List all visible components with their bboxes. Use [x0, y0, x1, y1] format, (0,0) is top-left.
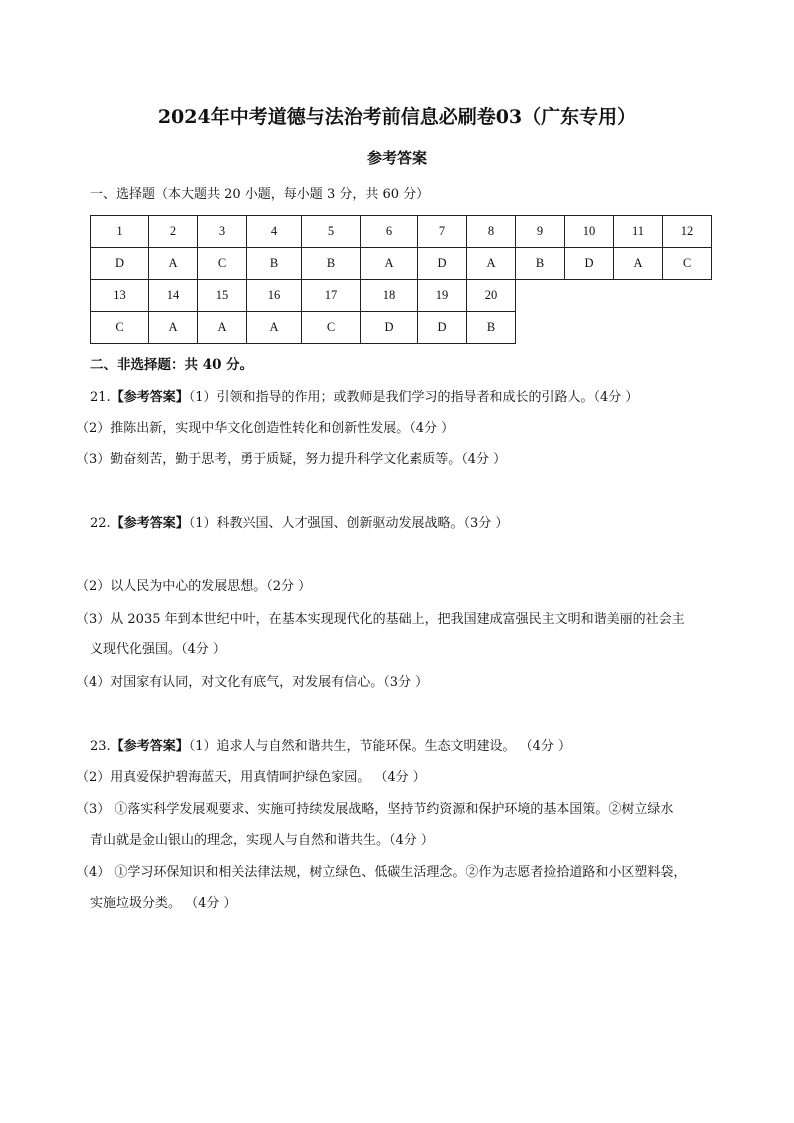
answer-cell: A — [198, 312, 247, 344]
question-number-cell: 19 — [418, 280, 467, 312]
q22-number: 22. — [90, 516, 111, 531]
answer-cell: A — [149, 312, 198, 344]
q23-line-3: （3） ①落实科学发展观要求、实施可持续发展战略，坚持节约资源和保护环境的基本国策。②树立绿水 — [76, 802, 674, 817]
section2-heading: 二、非选择题：共 40 分。 — [90, 357, 254, 373]
question-number-cell: 13 — [91, 280, 149, 312]
answer-cell: C — [198, 248, 247, 280]
answer-cell: D — [361, 312, 418, 344]
q21-line-3: （3）勤奋刻苦，勤于思考，勇于质疑，努力提升科学文化素质等。（4分 ） — [76, 452, 507, 467]
q21-answer-label: 【参考答案】 — [110, 390, 189, 405]
question-number-cell: 10 — [565, 216, 614, 248]
q23-line-1 — [90, 735, 740, 754]
answer-cell: C — [663, 248, 712, 280]
q23-answer-label: 【参考答案】 — [110, 739, 189, 754]
answer-cell: A — [149, 248, 198, 280]
question-number-cell: 8 — [467, 216, 516, 248]
question-number-cell: 17 — [302, 280, 361, 312]
q22-line-5: （4）对国家有认同，对文化有底气，对发展有信心。（3分 ） — [76, 675, 429, 690]
question-number-cell: 9 — [516, 216, 565, 248]
table-empty-area — [516, 280, 712, 312]
question-number-cell: 5 — [302, 216, 361, 248]
question-number-cell: 11 — [614, 216, 663, 248]
q22-line-1 — [90, 512, 740, 531]
q21-line-1 — [90, 386, 740, 405]
answer-cell: D — [565, 248, 614, 280]
answer-cell: B — [247, 248, 302, 280]
question-number-cell: 20 — [467, 280, 516, 312]
answer-cell: B — [302, 248, 361, 280]
question-number-cell: 7 — [418, 216, 467, 248]
q23-line-4: 青山就是金山银山的理念，实现人与自然和谐共生。（4分 ） — [90, 833, 434, 848]
question-number-cell: 12 — [663, 216, 712, 248]
page-subtitle: 参考答案 — [366, 149, 427, 167]
answer-cell: D — [91, 248, 149, 280]
answer-cell: A — [247, 312, 302, 344]
answer-table-number-row — [91, 280, 712, 312]
q22-line-2: （2）以人民为中心的发展思想。（2分 ） — [76, 579, 312, 594]
answer-table-number-row — [91, 216, 712, 248]
question-number-cell: 6 — [361, 216, 418, 248]
q22-line-4: 义现代化强国。（4分 ） — [90, 642, 226, 657]
q21-number: 21. — [90, 390, 111, 405]
q23-answer-text: （1）追求人与自然和谐共生，节能环保。生态文明建设。 （4分 ） — [188, 739, 572, 754]
question-number-cell: 18 — [361, 280, 418, 312]
answer-cell: B — [516, 248, 565, 280]
answer-cell: B — [467, 312, 516, 344]
answer-cell: D — [418, 248, 467, 280]
answer-table-answer-row — [91, 248, 712, 280]
section1-heading: 一、选择题（本大题共 20 小题，每小题 3 分，共 60 分） — [90, 187, 430, 202]
answer-cell: C — [302, 312, 361, 344]
question-number-cell: 16 — [247, 280, 302, 312]
q23-line-6: 实施垃圾分类。 （4分 ） — [90, 896, 237, 911]
answer-cell: A — [614, 248, 663, 280]
q23-number: 23. — [90, 739, 111, 754]
q21-line-2: （2）推陈出新，实现中华文化创造性转化和创新性发展。（4分 ） — [76, 421, 455, 436]
table-empty-area — [516, 312, 712, 344]
q22-line-3: （3）从 2035 年到本世纪中叶，在基本实现现代化的基础上，把我国建成富强民主文明和谐美丽的社会主 — [76, 612, 685, 627]
q22-answer-text: （1）科教兴国、人才强国、创新驱动发展战略。（3分 ） — [188, 516, 509, 531]
q23-line-5: （4） ①学习环保知识和相关法律法规，树立绿色、低碳生活理念。②作为志愿者捡拾道路和小区塑料袋， — [76, 865, 687, 880]
q23-line-2: （2）用真爱保护碧海蓝天，用真情呵护绿色家园。 （4分 ） — [76, 770, 426, 785]
answer-table-answer-row — [91, 312, 712, 344]
question-number-cell: 3 — [198, 216, 247, 248]
page-title: 2024年中考道德与法治考前信息必刷卷03（广东专用） — [157, 106, 637, 128]
q21-answer-text: （1）引领和指导的作用；或教师是我们学习的指导者和成长的引路人。（4分 ） — [188, 390, 639, 405]
question-number-cell: 2 — [149, 216, 198, 248]
question-number-cell: 14 — [149, 280, 198, 312]
q22-answer-label: 【参考答案】 — [110, 516, 189, 531]
question-number-cell: 1 — [91, 216, 149, 248]
answer-cell: C — [91, 312, 149, 344]
answer-cell: A — [467, 248, 516, 280]
answer-table — [90, 215, 712, 344]
question-number-cell: 15 — [198, 280, 247, 312]
answer-cell: D — [418, 312, 467, 344]
answer-cell: A — [361, 248, 418, 280]
question-number-cell: 4 — [247, 216, 302, 248]
